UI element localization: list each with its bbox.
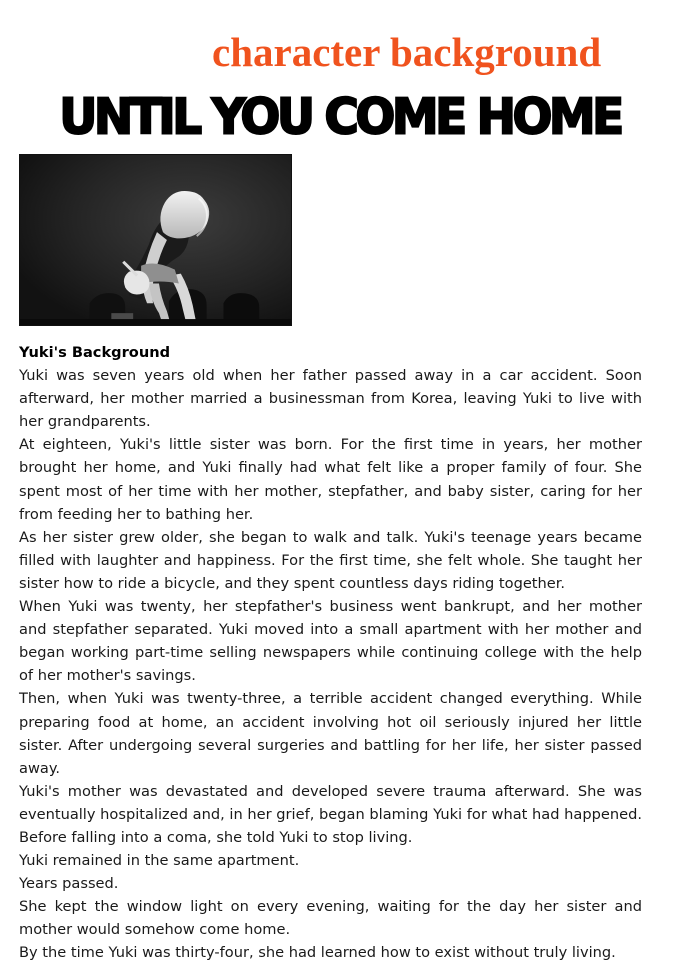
paragraph: Yuki was seven years old when her father passed away in a car accident. Soon afterward, her mother married a businessman from Korea, leaving Yuki to live with her grandparents. <box>19 367 642 431</box>
paragraph: Yuki remained in the same apartment. <box>19 852 300 870</box>
paragraph: When Yuki was twenty, her stepfather's business went bankrupt, and her mother and stepfather separated. Yuki moved into a small apartment with her mother and began working part-time selling newspapers while continuing college with the help of her mother's savings. <box>19 598 642 685</box>
background-section <box>19 341 642 965</box>
paragraph: By the time Yuki was thirty-four, she had learned how to exist without truly living. <box>19 944 616 962</box>
character-photo <box>19 154 292 326</box>
paragraph: She kept the window light on every evening, waiting for the day her sister and mother would somehow come home. <box>19 898 642 939</box>
paragraph: Years passed. <box>19 875 119 893</box>
page-subtitle: character background <box>212 29 602 75</box>
paragraph: At eighteen, Yuki's little sister was born. For the first time in years, her mother brought her home, and Yuki finally had what felt like a proper family of four. She spent most of her time with her mother, stepfather, and baby sister, caring for her from feeding her to bathing her. <box>19 436 642 523</box>
paragraph: Then, when Yuki was twenty-three, a terrible accident changed everything. While preparing food at home, an accident involving hot oil seriously injured her little sister. After undergoing several surgeries and battling for her life, her sister passed away. <box>19 690 642 777</box>
character-photo-image <box>20 155 291 325</box>
paragraph: As her sister grew older, she began to walk and talk. Yuki's teenage years became filled with laughter and happiness. For the first time, she felt whole. She taught her sister how to ride a bicycle, and they spent countless days riding together. <box>19 528 642 592</box>
section-heading: Yuki's Background <box>19 344 171 361</box>
page-title: UNTIL YOU COME HOME <box>59 88 621 147</box>
paragraph: Yuki's mother was devastated and developed severe trauma afterward. She was eventually hospitalized and, in her grief, began blaming Yuki for what had happened. Before falling into a coma, she told Yuki to stop living. <box>19 782 642 846</box>
